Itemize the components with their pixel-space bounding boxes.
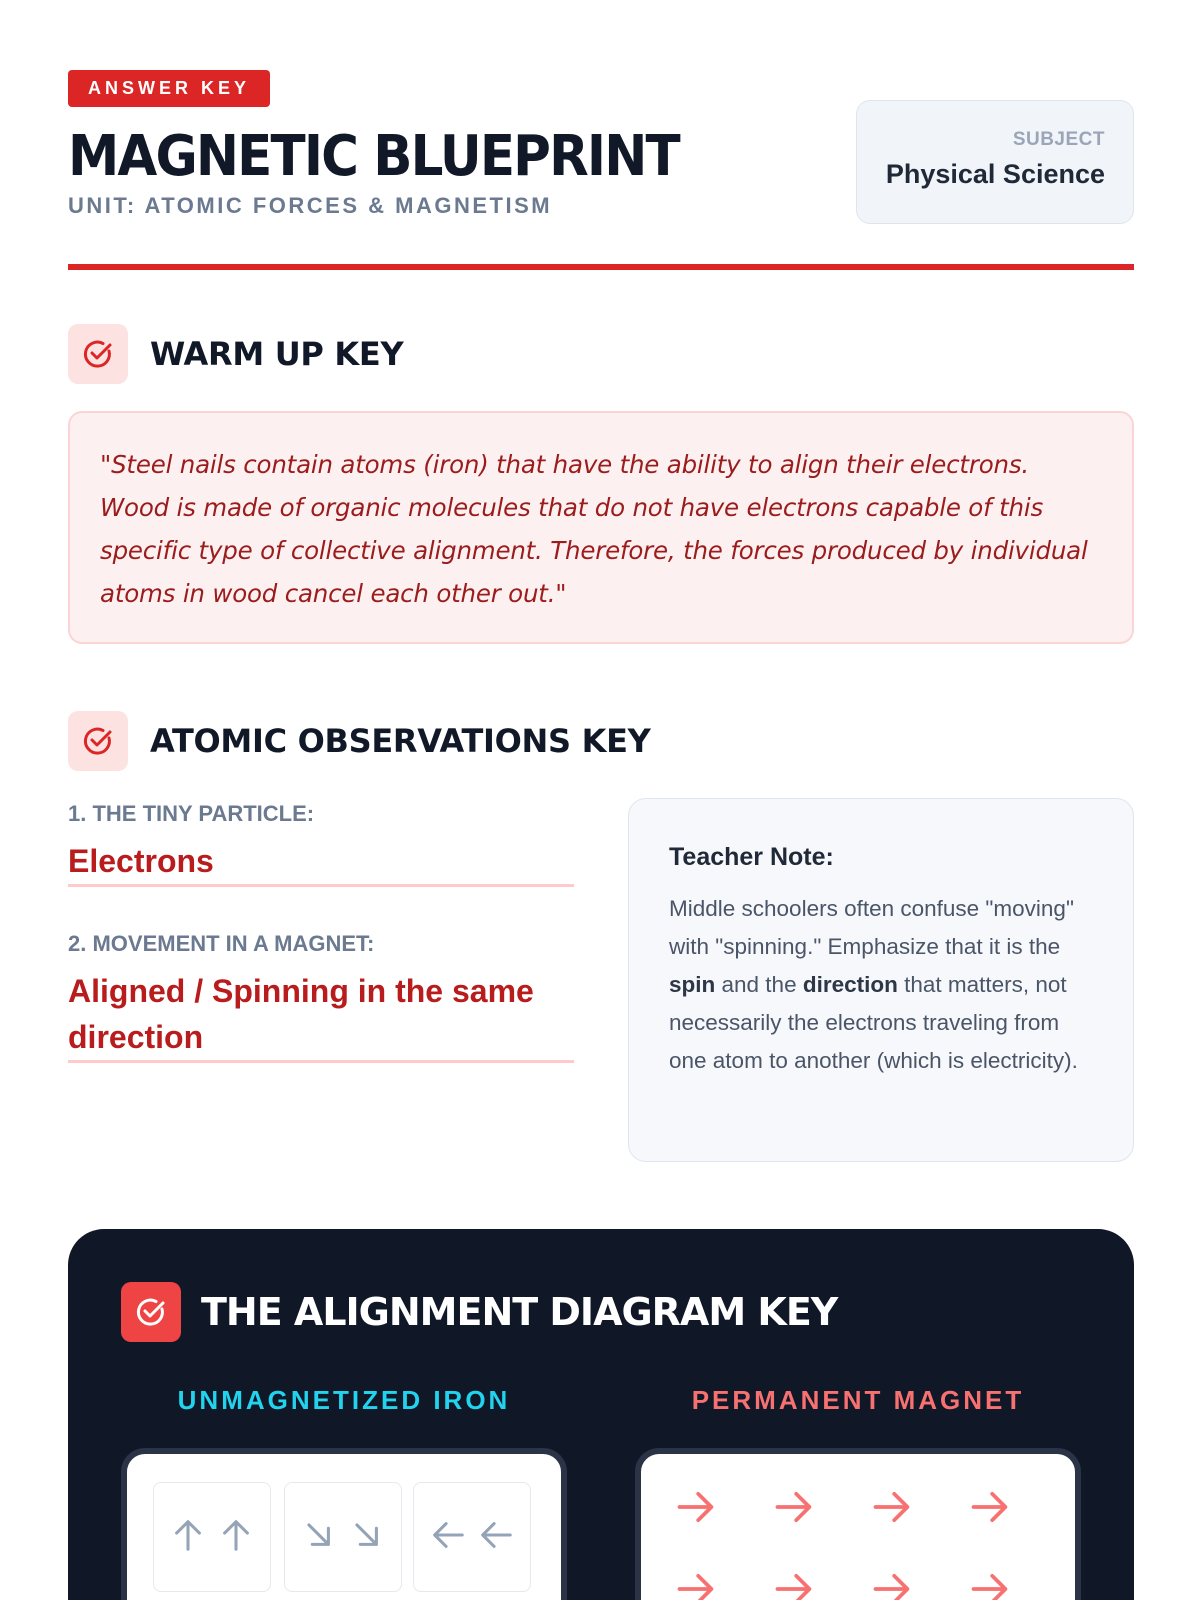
- teacher-note-body: [669, 890, 1095, 1080]
- arrow-icon: [769, 1564, 819, 1600]
- teacher-note-emphasis: spin: [669, 972, 716, 997]
- question-1-label: 1. THE TINY PARTICLE:: [68, 801, 315, 826]
- unmagnetized-iron-label: UNMAGNETIZED IRON: [177, 1385, 511, 1415]
- warmup-heading: [68, 324, 403, 384]
- magnetic-domain: [413, 1482, 531, 1592]
- arrow-icon: [429, 1516, 467, 1559]
- subject-label: SUBJECT: [1012, 129, 1105, 150]
- subject-card: [856, 100, 1134, 224]
- check-circle-icon: [68, 324, 128, 384]
- arrow-icon: [477, 1516, 515, 1559]
- check-circle-icon: [121, 1282, 181, 1342]
- unmagnetized-iron-diagram: [121, 1448, 567, 1600]
- header-divider: [68, 264, 1134, 270]
- arrow-icon: [671, 1564, 721, 1600]
- check-circle-icon: [68, 711, 128, 771]
- teacher-note-card: [628, 798, 1134, 1162]
- subject-value: Physical Science: [885, 159, 1105, 189]
- warmup-answer-box: [68, 411, 1134, 644]
- arrow-icon: [169, 1516, 207, 1559]
- question-2-label: 2. MOVEMENT IN A MAGNET:: [68, 931, 375, 956]
- diagram-title: THE ALIGNMENT DIAGRAM KEY: [201, 1290, 838, 1334]
- magnetic-domain: [153, 1482, 271, 1592]
- warmup-title: WARM UP KEY: [150, 335, 404, 373]
- arrow-icon: [217, 1516, 255, 1559]
- arrow-icon: [348, 1516, 386, 1559]
- arrow-icon: [671, 1482, 721, 1532]
- arrow-icon: [867, 1564, 917, 1600]
- teacher-note-text: Middle schoolers often confuse "moving" with "spinning." Emphasize that it is the: [669, 896, 1074, 959]
- teacher-note-title: Teacher Note:: [669, 843, 834, 871]
- answer-key-badge: ANSWER KEY: [68, 70, 270, 107]
- page-title: MAGNETIC BLUEPRINT: [68, 124, 679, 189]
- question-2-answer: Aligned / Spinning in the same direction: [68, 968, 574, 1063]
- diagram-heading: [121, 1282, 837, 1342]
- teacher-note-text: and the: [715, 972, 803, 997]
- unit-subtitle: UNIT: ATOMIC FORCES & MAGNETISM: [68, 193, 553, 218]
- teacher-note-text: that matters, not necessarily the electrons traveling from one atom to another (which is electricity).: [669, 972, 1078, 1073]
- arrow-icon: [300, 1516, 338, 1559]
- observations-title: ATOMIC OBSERVATIONS KEY: [150, 722, 651, 760]
- arrow-icon: [965, 1482, 1015, 1532]
- observations-heading: [68, 711, 651, 771]
- warmup-answer-text: "Steel nails contain atoms (iron) that have the ability to align their electrons. Wood is made of organic molecules that do not have electrons capable of this specific type of collective alignment. Therefore, the forces produced by individual atoms in wood cancel each other out.": [100, 450, 1088, 608]
- question-1-answer: Electrons: [68, 838, 574, 887]
- alignment-diagram-panel: [68, 1229, 1134, 1600]
- arrow-icon: [965, 1564, 1015, 1600]
- magnetic-domain: [284, 1482, 402, 1592]
- permanent-magnet-diagram: [635, 1448, 1081, 1600]
- teacher-note-emphasis: direction: [802, 972, 898, 997]
- arrow-icon: [769, 1482, 819, 1532]
- permanent-magnet-label: PERMANENT MAGNET: [691, 1385, 1025, 1415]
- arrow-icon: [867, 1482, 917, 1532]
